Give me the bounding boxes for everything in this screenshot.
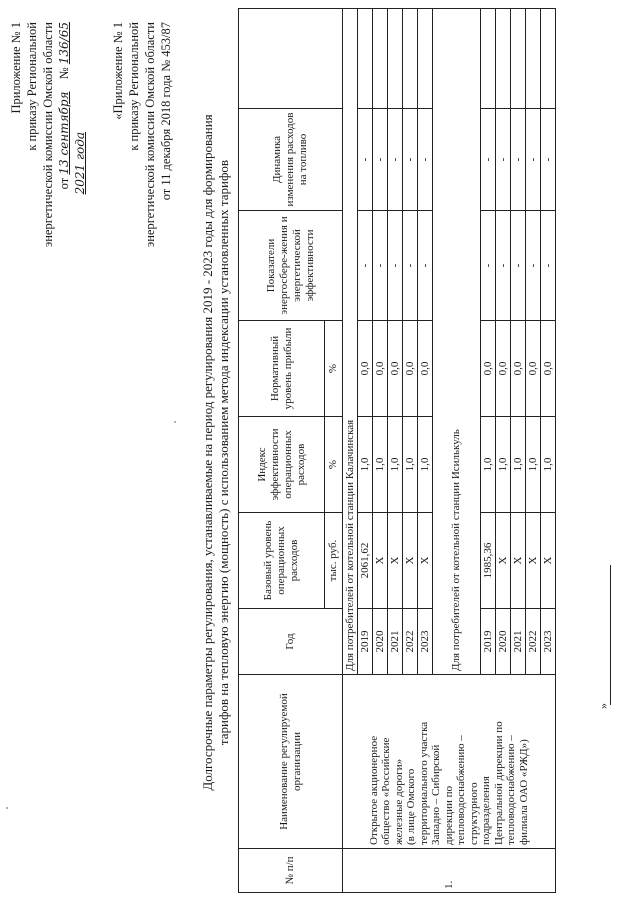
cell-index: 1,0 (526, 417, 541, 513)
cell-profit: 0,0 (403, 321, 418, 417)
cell-fuel: - (481, 109, 496, 211)
organization-line: железные дороги» (392, 758, 405, 845)
handwritten-number: 136/65 (57, 22, 71, 65)
unit-profit: % (325, 321, 343, 417)
organization-line: филиала ОАО «РЖД») (517, 739, 530, 845)
prev-commission-name: энергетической комиссии Омской области (143, 22, 157, 248)
section-title: Для потребителей от котельной станции Калачинская (343, 9, 358, 675)
appendix-header-current (8, 22, 88, 247)
col-header-fuel: Динамика изменения расходов на топливо (239, 109, 343, 211)
cell-profit: 0,0 (511, 321, 526, 417)
order-year-line (72, 22, 88, 247)
cell-base: X (388, 513, 403, 609)
cell-base: X (403, 513, 418, 609)
cell-fuel: - (526, 109, 541, 211)
cell-base: X (496, 513, 511, 609)
organization-line: структурного (467, 782, 480, 845)
cell-empty (541, 9, 556, 109)
unit-index: % (325, 417, 343, 513)
unit-base: тыс. руб. (325, 513, 343, 609)
organization-line: тепловодоснабжению – (455, 735, 468, 845)
cell-base: X (526, 513, 541, 609)
cell-energy: - (511, 211, 526, 321)
cell-base: X (418, 513, 433, 609)
cell-profit: 0,0 (358, 321, 373, 417)
cell-year: 2019 (358, 609, 373, 675)
closing-quote-line: » (596, 565, 611, 705)
cell-energy: - (418, 211, 433, 321)
organization-line: территориального участка (417, 721, 430, 845)
order-date-line: от 13 сентября № 136/65 (57, 22, 71, 190)
cell-index: 1,0 (373, 417, 388, 513)
col-header-energy: Показатели энергосбере-жения и энергетической эффективности (239, 211, 343, 321)
cell-empty (418, 9, 433, 109)
cell-index: 1,0 (496, 417, 511, 513)
cell-index: 1,0 (541, 417, 556, 513)
cell-profit: 0,0 (481, 321, 496, 417)
cell-fuel: - (511, 109, 526, 211)
commission-name: энергетической комиссии Омской области (41, 22, 55, 248)
cell-index: 1,0 (358, 417, 373, 513)
cell-year: 2020 (496, 609, 511, 675)
cell-year: 2020 (373, 609, 388, 675)
cell-base: X (511, 513, 526, 609)
organization-line: Центральной дирекции по (492, 721, 505, 845)
cell-energy: - (496, 211, 511, 321)
appendix-label: Приложение № 1 (9, 22, 23, 114)
appendix-header-previous (110, 22, 174, 247)
cell-index: 1,0 (388, 417, 403, 513)
col-header-base: Базовый уровень операционных расходов (239, 513, 325, 609)
order-reference: к приказу Региональной (25, 22, 39, 151)
cell-empty (481, 9, 496, 109)
cell-empty (496, 9, 511, 109)
cell-year: 2021 (511, 609, 526, 675)
cell-fuel: - (496, 109, 511, 211)
cell-base: X (541, 513, 556, 609)
scan-speck (174, 421, 176, 423)
cell-year: 2019 (481, 609, 496, 675)
cell-empty (388, 9, 403, 109)
parameters-table (238, 8, 556, 893)
col-header-index: Индекс эффективности операционных расходов (239, 417, 325, 513)
scan-speck (6, 807, 8, 809)
document-title: Долгосрочные параметры регулирования, устанавливаемые на период регулирования 2019 - 2023 годы для формирования тарифов на тепловую энергию (мощность) с использованием метода индексации установленных тарифов (200, 114, 231, 791)
cell-base: 1985,36 (481, 513, 496, 609)
cell-profit: 0,0 (541, 321, 556, 417)
cell-empty (526, 9, 541, 109)
cell-index: 1,0 (418, 417, 433, 513)
section-title: Для потребителей от котельной станции Исилькуль (433, 9, 481, 675)
organization-line: Открытое акционерное (367, 735, 380, 845)
cell-profit: 0,0 (496, 321, 511, 417)
handwritten-date: 13 сентября (57, 91, 71, 175)
cell-base: 2061,62 (358, 513, 373, 609)
cell-profit: 0,0 (373, 321, 388, 417)
prev-appendix-label: «Приложение № 1 (111, 22, 125, 120)
cell-energy: - (388, 211, 403, 321)
cell-year: 2023 (418, 609, 433, 675)
cell-energy: - (526, 211, 541, 321)
cell-year: 2021 (388, 609, 403, 675)
prev-order-date: от 11 декабря 2018 года № 453/87 (159, 22, 173, 201)
col-header-year: Год (239, 609, 343, 675)
cell-fuel: - (388, 109, 403, 211)
cell-fuel: - (418, 109, 433, 211)
prev-order-reference: к приказу Региональной (127, 22, 141, 151)
organization-line: тепловодоснабжению – (505, 735, 518, 845)
cell-empty (373, 9, 388, 109)
cell-energy: - (481, 211, 496, 321)
organization-line: дирекции по (442, 785, 455, 845)
cell-fuel: - (541, 109, 556, 211)
cell-empty (511, 9, 526, 109)
cell-index: 1,0 (481, 417, 496, 513)
cell-base: X (373, 513, 388, 609)
cell-energy: - (358, 211, 373, 321)
cell-empty (358, 9, 373, 109)
cell-index: 1,0 (403, 417, 418, 513)
section-row (343, 9, 358, 893)
organization-line: подразделения (480, 776, 493, 845)
col-header-org: Наименование регулируемой организации (239, 675, 343, 849)
cell-fuel: - (403, 109, 418, 211)
cell-energy: - (373, 211, 388, 321)
organization-line: (в лице Омского (405, 768, 418, 845)
col-header-profit: Нормативный уровень прибыли (239, 321, 325, 417)
cell-year: 2022 (403, 609, 418, 675)
cell-year: 2022 (526, 609, 541, 675)
organization-line: Западно – Сибирской (430, 744, 443, 845)
cell-profit: 0,0 (388, 321, 403, 417)
cell-fuel: - (373, 109, 388, 211)
cell-empty (403, 9, 418, 109)
col-header-num: № п/п (239, 849, 343, 893)
col-header-empty (239, 9, 343, 109)
organization-line: общество «Российские (380, 737, 393, 845)
cell-energy: - (403, 211, 418, 321)
table-body (343, 9, 556, 893)
cell-fuel: - (358, 109, 373, 211)
cell-index: 1,0 (511, 417, 526, 513)
organization-name (343, 675, 556, 849)
cell-profit: 0,0 (418, 321, 433, 417)
row-number: 1. (343, 849, 556, 893)
cell-energy: - (541, 211, 556, 321)
cell-profit: 0,0 (526, 321, 541, 417)
handwritten-year: 2021 года (73, 132, 87, 195)
cell-year: 2023 (541, 609, 556, 675)
